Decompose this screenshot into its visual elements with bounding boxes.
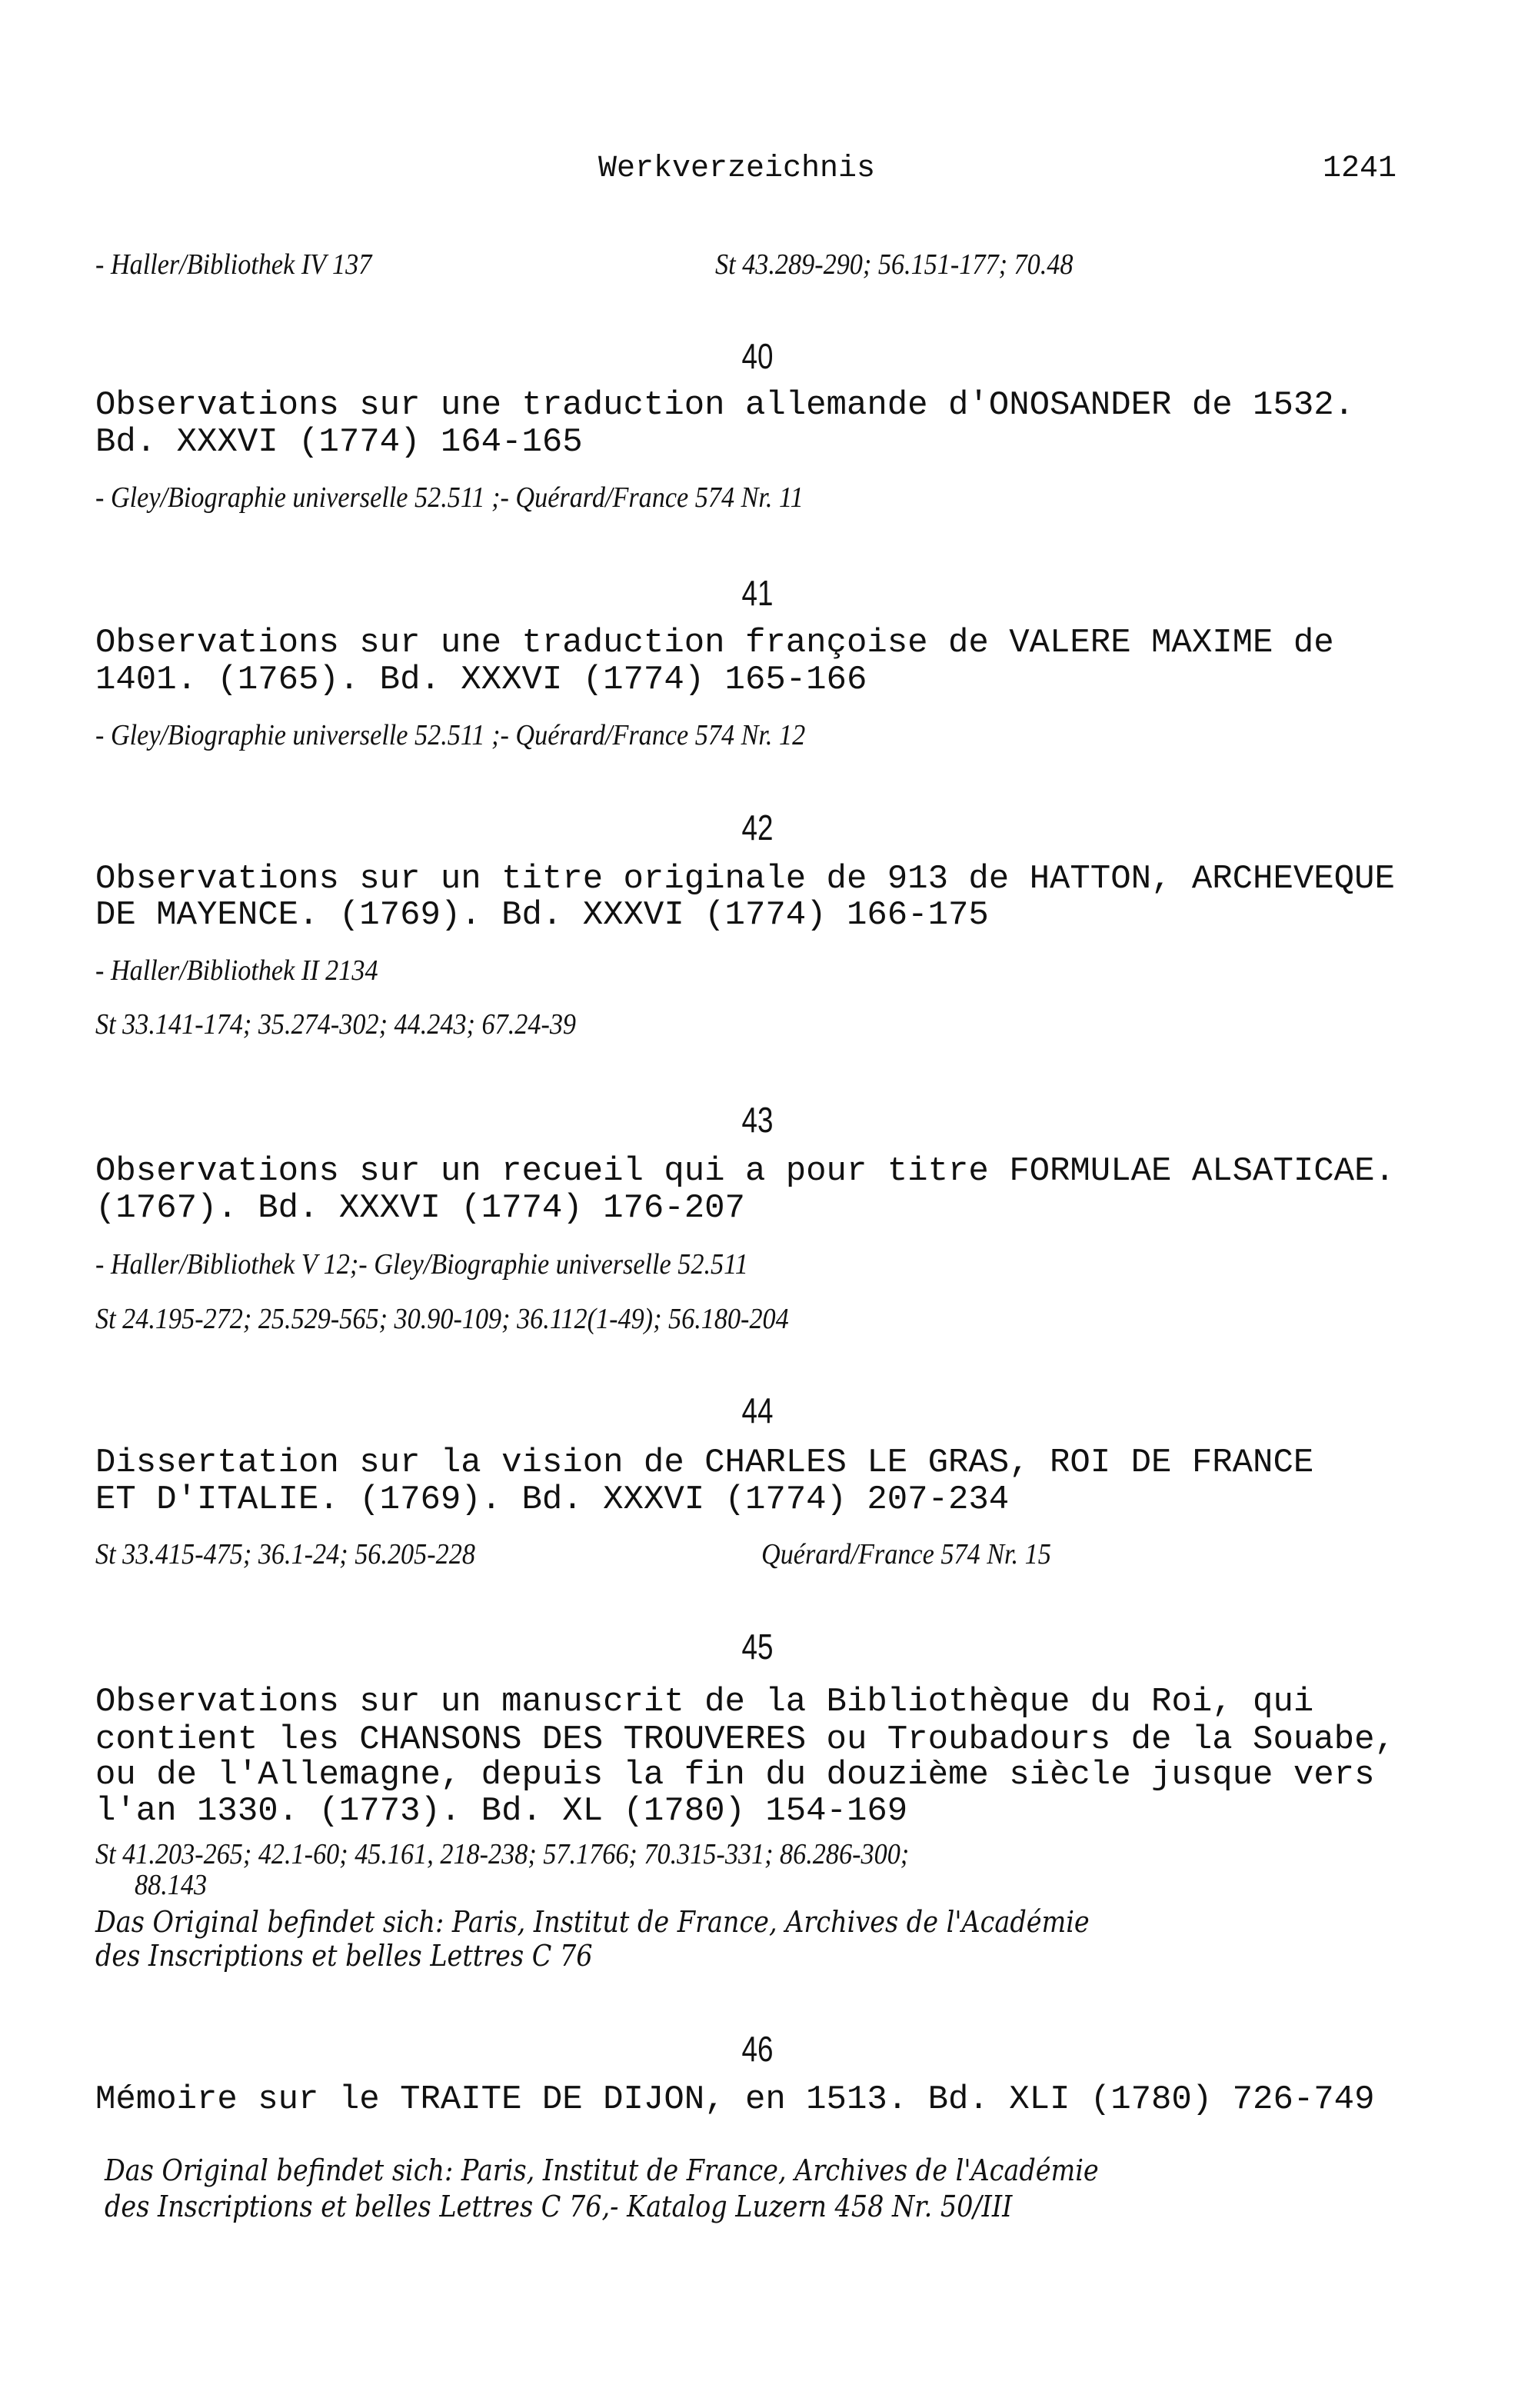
- entry-title: Observations sur un manuscrit de la Bibliothèque du Roi, qui: [95, 1683, 1314, 1721]
- entry-number: 43: [741, 1100, 774, 1140]
- entry-title: Observations sur un recueil qui a pour titre FORMULAE ALSATICAE.: [95, 1152, 1395, 1191]
- entry-title: contient les CHANSONS DES TROUVERES ou Troubadours de la Souabe,: [95, 1720, 1395, 1759]
- entry-number: 41: [741, 573, 774, 613]
- entry-title: ET D'ITALIE. (1769). Bd. XXXVI (1774) 207-234: [95, 1480, 1010, 1519]
- entry-number: 40: [741, 336, 774, 376]
- reference-line: St 33.141-174; 35.274-302; 44.243; 67.24-39: [95, 1008, 577, 1041]
- entry-title: Mémoire sur le TRAITE DE DIJON, en 1513. Bd. XLI (1780) 726-749: [95, 2080, 1375, 2119]
- entry-title: l'an 1330. (1773). Bd. XL (1780) 154-169: [95, 1792, 908, 1830]
- reference-line: - Haller/Bibliothek IV 137: [95, 248, 372, 281]
- reference-line: Quérard/France 574 Nr. 15: [761, 1538, 1051, 1570]
- entry-title: DE MAYENCE. (1769). Bd. XXXVI (1774) 166-175: [95, 896, 989, 934]
- reference-line: - Gley/Biographie universelle 52.511 ;- Quérard/France 574 Nr. 12: [95, 719, 806, 751]
- entry-title: ou de l'Allemagne, depuis la fin du douzième siècle jusque vers: [95, 1756, 1375, 1794]
- entry-number: 42: [741, 808, 774, 848]
- reference-line: St 41.203-265; 42.1-60; 45.161, 218-238; 57.1766; 70.315-331; 86.286-300;: [95, 1838, 910, 1870]
- page-number: 1241: [1323, 152, 1397, 186]
- reference-line: - Haller/Bibliothek II 2134: [95, 954, 378, 987]
- entry-title: 1401. (1765). Bd. XXXVI (1774) 165-166: [95, 661, 867, 699]
- reference-line: 88.143: [135, 1869, 208, 1901]
- note-line: des Inscriptions et belles Lettres C 76,- Katalog Luzern 458 Nr. 50/III: [105, 2190, 1013, 2223]
- entry-number: 44: [741, 1391, 774, 1430]
- entry-title: Observations sur une traduction françoise de VALERE MAXIME de: [95, 624, 1334, 662]
- entry-title: Observations sur un titre originale de 913 de HATTON, ARCHEVEQUE: [95, 860, 1395, 898]
- entry-number: 45: [741, 1627, 774, 1667]
- reference-line: St 43.289-290; 56.151-177; 70.48: [715, 248, 1074, 281]
- entry-title: Dissertation sur la vision de CHARLES LE GRAS, ROI DE FRANCE: [95, 1444, 1314, 1482]
- reference-line: - Haller/Bibliothek V 12;- Gley/Biographie universelle 52.511: [95, 1248, 748, 1281]
- note-line: Das Original befindet sich: Paris, Institut de France, Archives de l'Académie: [105, 2153, 1099, 2187]
- reference-line: St 24.195-272; 25.529-565; 30.90-109; 36.112(1-49); 56.180-204: [95, 1303, 789, 1335]
- entry-title: Observations sur une traduction allemande d'ONOSANDER de 1532.: [95, 386, 1355, 425]
- note-line: Das Original befindet sich: Paris, Institut de France, Archives de l'Académie: [95, 1905, 1090, 1939]
- reference-line: - Gley/Biographie universelle 52.511 ;- Quérard/France 574 Nr. 11: [95, 481, 804, 514]
- running-header: Werkverzeichnis: [598, 152, 876, 186]
- entry-number: 46: [741, 2029, 774, 2069]
- note-line: des Inscriptions et belles Lettres C 76: [95, 1939, 593, 1973]
- entry-title: (1767). Bd. XXXVI (1774) 176-207: [95, 1189, 745, 1227]
- entry-title: Bd. XXXVI (1774) 164-165: [95, 423, 583, 461]
- reference-line: St 33.415-475; 36.1-24; 56.205-228: [95, 1538, 475, 1570]
